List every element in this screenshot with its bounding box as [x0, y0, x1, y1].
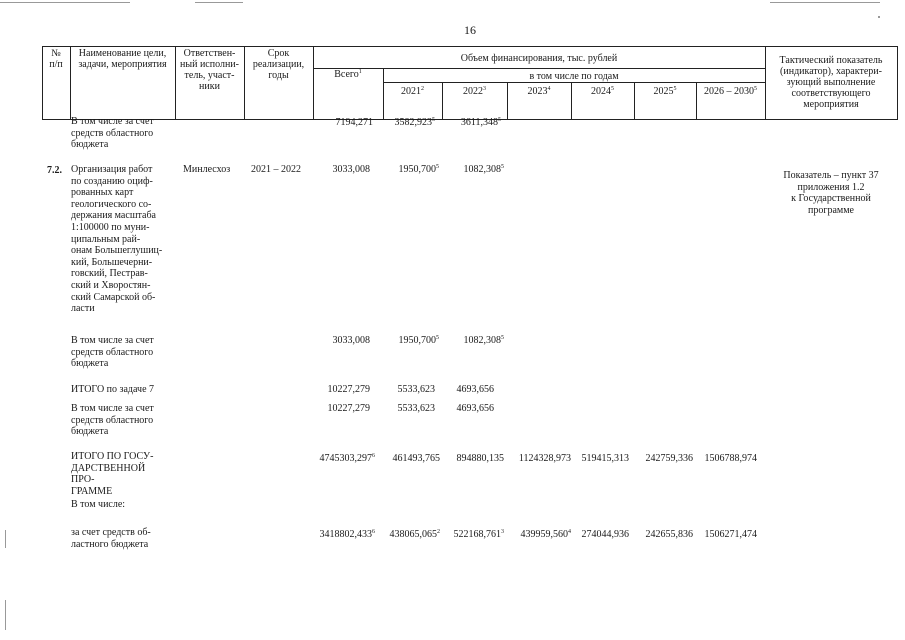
r5-total: 10227,279	[327, 403, 370, 414]
row-label-regional-budget-total: за счет средств об- ластного бюджета	[71, 527, 151, 550]
header-year-2025: 2025$^5$	[653, 86, 677, 97]
r6-total: 4745303,297$^6$	[319, 453, 375, 464]
r6-2021: 461493,765	[392, 453, 440, 464]
header-col-total: Всего$^1$	[334, 69, 362, 80]
header-col-years-group: в том числе по годам	[529, 71, 619, 82]
scan-edge-mark	[5, 600, 6, 630]
r8-2025: 242655,836	[645, 529, 693, 540]
r5-2022: 4693,656	[456, 403, 494, 414]
header-year-2024: 2024$^5$	[591, 86, 614, 97]
r4-total: 10227,279	[327, 384, 370, 395]
row-number-7-2: 7.2.	[47, 165, 62, 176]
scan-edge-mark	[878, 16, 880, 18]
scan-edge-mark	[5, 530, 6, 548]
r3-2021: 1950,700$^5$	[398, 335, 439, 346]
row-label-regional-budget: В том числе за счет средств областного бюджета	[71, 335, 154, 370]
row-label-program-total: ИТОГО ПО ГОСУ- ДАРСТВЕННОЙ ПРО- ГРАММЕ	[71, 451, 154, 497]
header-year-2021: 2021$^2$	[401, 86, 424, 97]
scan-edge-mark	[195, 2, 243, 3]
row-label-including: В том числе:	[71, 499, 126, 510]
page-number: 16	[464, 23, 476, 37]
r8-2021: 438065,065$^2$	[389, 529, 440, 540]
r2-2021: 1950,700$^5$	[398, 164, 439, 175]
row-label-7-2: Организация работ по созданию оциф- рованных карт геологического со- держания масштаба 1:100000 по муни- ципальным рай- онам Большеглушиц- кий, Большечерни- говский, Пестрав- ский и Хворостян- ский Самарской об- ласти	[71, 164, 163, 315]
row-label-regional-budget: В том числе за счет средств областного бюджета	[71, 116, 154, 151]
scan-edge-mark	[770, 2, 880, 3]
r4-2022: 4693,656	[456, 384, 494, 395]
row-term-7-2: 2021 – 2022	[251, 164, 301, 175]
r6-2023: 1124328,973	[518, 453, 571, 464]
r1-2021: 3582,923$^5$	[394, 117, 435, 128]
header-col-responsible: Ответствен- ный исполни- тель, участ- ники	[180, 48, 239, 92]
r8-2023: 439959,560$^4$	[520, 529, 571, 540]
header-year-2022: 2022$^3$	[463, 86, 486, 97]
scan-edge-mark	[0, 2, 130, 3]
r6-2025: 242759,336	[645, 453, 693, 464]
r8-2022: 522168,761$^3$	[453, 529, 504, 540]
r3-2022: 1082,308$^5$	[463, 335, 504, 346]
header-col-term: Срок реализации, годы	[252, 48, 305, 81]
row-indicator-7-2: Показатель – пункт 37 приложения 1.2 к Государственной программе	[783, 170, 879, 216]
r8-total: 3418802,433$^6$	[319, 529, 375, 540]
row-responsible-7-2: Минлесхоз	[183, 164, 231, 175]
r3-total: 3033,008	[332, 335, 370, 346]
r6-2022: 894880,135	[456, 453, 504, 464]
r5-2021: 5533,623	[397, 403, 435, 414]
header-col-indicator: Тактический показатель (индикатор), характери- зующий выполнение соответствующего мероприятия	[779, 55, 883, 110]
header-col-name: Наименование цели, задачи, мероприятия	[78, 48, 167, 70]
header-col-financing: Объем финансирования, тыс. рублей	[460, 53, 618, 64]
r6-2026: 1506788,974	[704, 453, 757, 464]
r2-2022: 1082,308$^5$	[463, 164, 504, 175]
r1-2022: 3611,348$^5$	[460, 117, 501, 128]
r4-2021: 5533,623	[397, 384, 435, 395]
r2-total: 3033,008	[332, 164, 370, 175]
r1-total: 7194,271	[335, 117, 373, 128]
row-label-regional-budget: В том числе за счет средств областного бюджета	[71, 403, 154, 438]
r8-2026: 1506271,474	[704, 529, 757, 540]
header-col-number: № п/п	[49, 48, 63, 70]
header-year-2023: 2023$^4$	[527, 86, 551, 97]
r8-2024: 274044,936	[581, 529, 629, 540]
r6-2024: 519415,313	[581, 453, 629, 464]
row-label-task-7-total: ИТОГО по задаче 7	[71, 384, 155, 395]
header-year-2026-2030: 2026 – 2030$^5$	[704, 86, 757, 97]
